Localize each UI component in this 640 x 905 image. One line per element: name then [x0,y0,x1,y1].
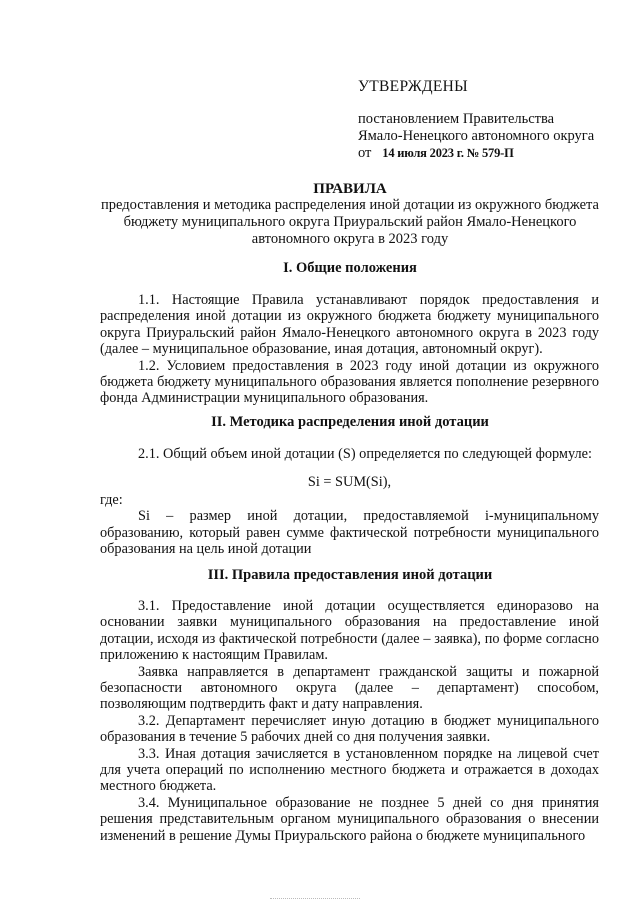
paragraph-3-1-b: Заявка направляется в департамент гражданской защиты и пожарной безопасности автономного округа (далее – департамент) способом, позволяющим подтвердить факт и дату направления. [100,663,599,713]
approval-line-1: постановлением Правительства [358,111,555,127]
definition-si: Si – размер иной дотации, предоставляемой i-муниципальному образованию, который равен сумме фактической потребности муниципального образования на цель иной дотации [100,508,599,558]
document-title: ПРАВИЛА [313,181,387,197]
scan-artifact [270,898,360,901]
section-3-heading: III. Правила предоставления иной дотации [207,567,493,583]
paragraph-3-4: 3.4. Муниципальное образование не позднее 5 дней со дня принятия решения представительным органом муниципального образования о внесении изменений в решение Думы Приуральского района о бюджете муниципального [100,794,599,844]
approval-date-prefix: от [358,145,372,161]
approval-date: 14 июля 2023 г. № 579-П [382,146,514,160]
document-subtitle: предоставления и методика распределения иной дотации из окружного бюджета бюджету муниципального округа Приуральский район Ямало-Ненецкого автономного округа в 2023 году [101,197,599,247]
approval-heading: УТВЕРЖДЕНЫ [358,78,468,95]
approval-line-2: Ямало-Ненецкого автономного округа [358,128,595,144]
paragraph-3-2: 3.2. Департамент перечисляет иную дотацию в бюджет муниципального образования в течение 5 рабочих дней со дня получения заявки. [100,712,599,746]
paragraph-3-1: 3.1. Предоставление иной дотации осуществляется единоразово на основании заявки муниципального образования на предоставление иной дотации, исходя из фактической потребности (далее – заявка), по форме согласно приложению к настоящим Правилам. [100,598,599,664]
paragraph-2-1: 2.1. Общий объем иной дотации (S) определяется по следующей формуле: [138,446,592,462]
paragraph-1-1: 1.1. Настоящие Правила устанавливают порядок предоставления и распределения иной дотации из окружного бюджета бюджету муниципального округа Приуральский район Ямало-Ненецкого автономного округа в 2023 году (далее – муниципальное образование, иная дотация, автономный округ). [100,292,599,358]
approval-block [358,78,628,162]
paragraph-3-3: 3.3. Иная дотация зачисляется в установленном порядке на лицевой счет для учета операций по исполнению местного бюджета и отражается в доходах местного бюджета. [100,745,599,795]
section-3-body [100,598,599,844]
where-label: где: [100,492,123,508]
section-1-body [100,292,599,407]
section-2-intro [100,446,599,462]
section-2-definitions [100,492,599,558]
formula: Si = SUM(Si), [307,474,392,490]
approval-date-line [358,145,628,162]
section-1-heading: I. Общие положения [283,260,417,276]
paragraph-1-2: 1.2. Условием предоставления в 2023 году иной дотации из окружного бюджета бюджету муниципального образования является пополнение резервного фонда Администрации муниципального образования. [100,357,599,407]
section-2-heading: II. Методика распределения иной дотации [211,414,489,430]
